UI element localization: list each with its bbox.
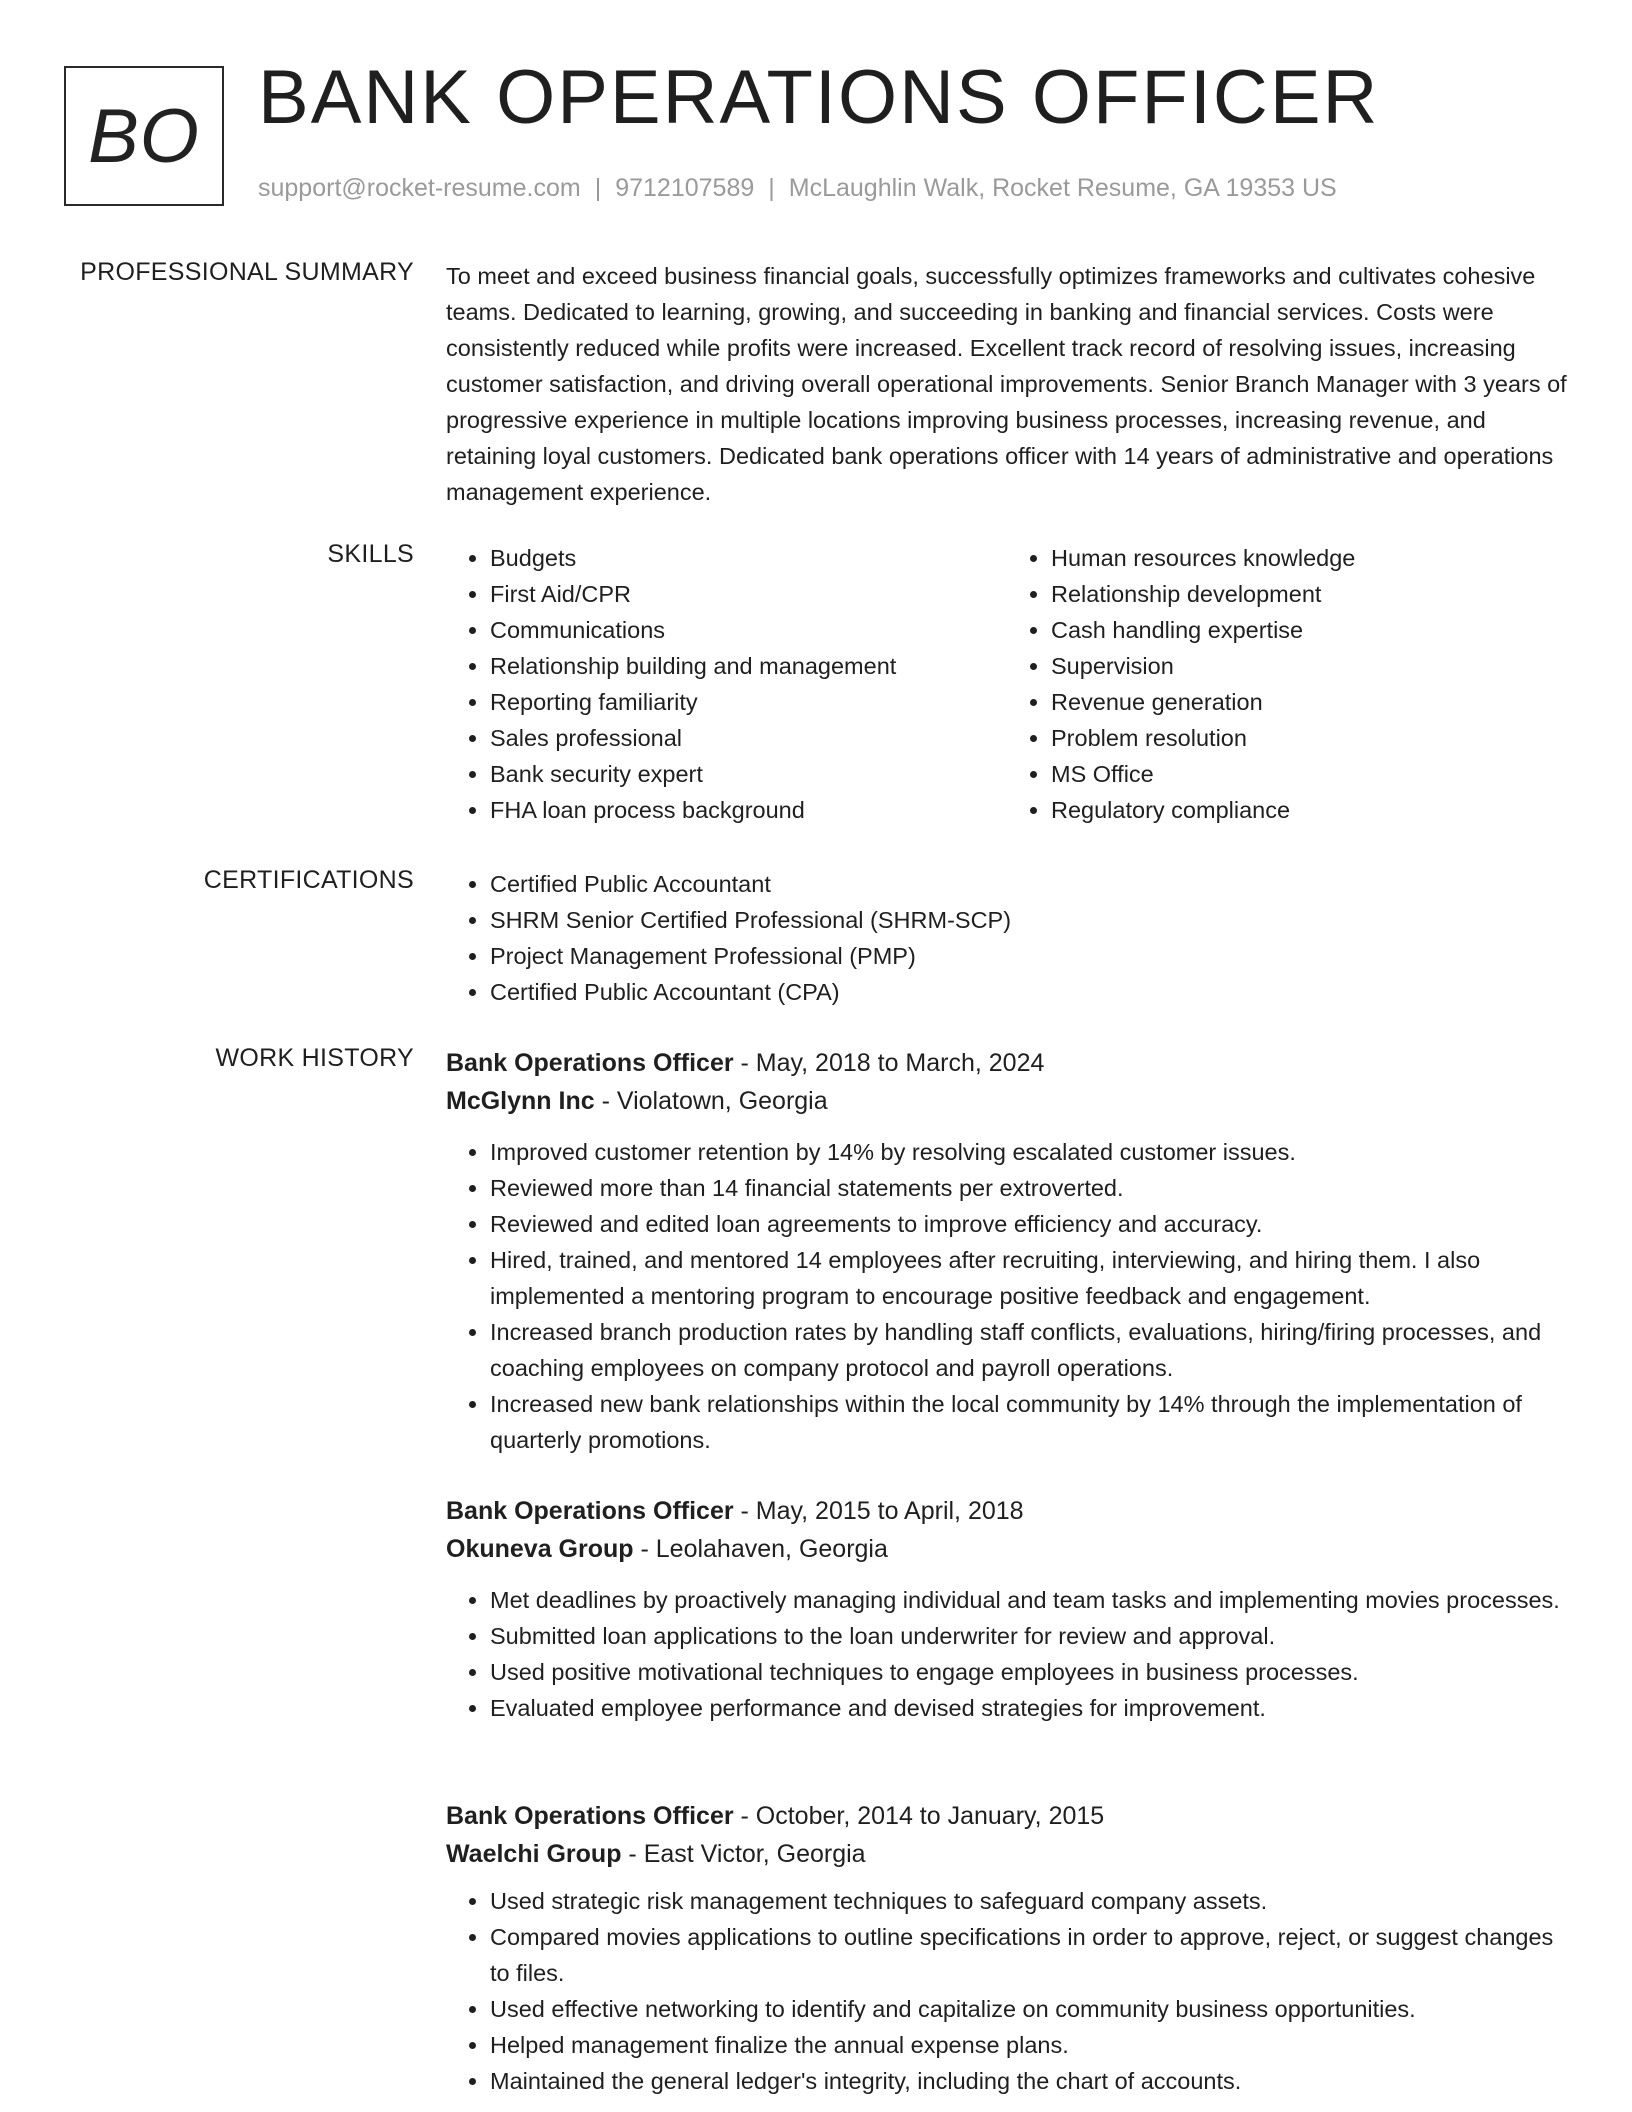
job-bullet: • Met deadlines by proactively managing individual and team tasks and implementing movies processes. [490, 1582, 1568, 1618]
skills-list-right [1007, 540, 1568, 828]
job-bullet: • Reviewed more than 14 financial statements per extroverted. [490, 1170, 1568, 1206]
job-title: Bank Operations Officer [446, 1049, 734, 1077]
contact-separator: | [768, 174, 775, 202]
job-title-line [446, 1492, 1568, 1530]
skill-item: • Relationship development [1051, 576, 1568, 612]
certification-item: • Project Management Professional (PMP) [490, 938, 1568, 974]
skill-item: • Bank security expert [490, 756, 1007, 792]
resume-title: BANK OPERATIONS OFFICER [258, 55, 1380, 140]
job-dates: - May, 2015 to April, 2018 [733, 1497, 1024, 1525]
job-location: - Violatown, Georgia [594, 1087, 828, 1115]
job-company: McGlynn Inc [446, 1087, 595, 1115]
job-title-line [446, 1797, 1568, 1835]
job-title-line [446, 1044, 1568, 1082]
job-title: Bank Operations Officer [446, 1802, 734, 1830]
job-bullets [446, 1582, 1568, 1726]
skill-item: • First Aid/CPR [490, 576, 1007, 612]
job-bullet: • Increased branch production rates by handling staff conflicts, evaluations, hiring/firing processes, and coaching employees on company protocol and payroll operations. [490, 1314, 1568, 1386]
job-bullet: • Maintained the general ledger's integrity, including the chart of accounts. [490, 2063, 1568, 2099]
work-history-heading: WORK HISTORY [215, 1044, 414, 1072]
contact-address: McLaughlin Walk, Rocket Resume, GA 19353 US [788, 174, 1337, 202]
summary-heading: PROFESSIONAL SUMMARY [80, 258, 414, 286]
job-entry [446, 1044, 1568, 1458]
summary-text: To meet and exceed business financial goals, successfully optimizes frameworks and cultivates cohesive teams. Dedicated to learning, growing, and succeeding in banking and financial services. Costs were consistently reduced while profits were increased. Excellent track record of resolving issues, increasing customer satisfaction, and driving overall operational improvements. Senior Branch Manager with 3 years of progressive experience in multiple locations improving business processes, increasing revenue, and retaining loyal customers. Dedicated bank operations officer with 14 years of administrative and operations management experience. [446, 263, 1567, 505]
skill-item: • Regulatory compliance [1051, 792, 1568, 828]
skill-item: • FHA loan process background [490, 792, 1007, 828]
skill-item: • Human resources knowledge [1051, 540, 1568, 576]
job-bullet: • Compared movies applications to outline specifications in order to approve, reject, or suggest changes to files. [490, 1919, 1568, 1991]
job-bullet: • Helped management finalize the annual expense plans. [490, 2027, 1568, 2063]
job-title: Bank Operations Officer [446, 1497, 734, 1525]
skill-item: • Relationship building and management [490, 648, 1007, 684]
skill-item: • Problem resolution [1051, 720, 1568, 756]
job-bullet: • Increased new bank relationships within the local community by 14% through the implementation of quarterly promotions. [490, 1386, 1568, 1458]
job-company-line [446, 1835, 1568, 1873]
skill-item: • Revenue generation [1051, 684, 1568, 720]
contact-line [258, 174, 1337, 203]
skill-item: • Cash handling expertise [1051, 612, 1568, 648]
job-bullet: • Used positive motivational techniques to engage employees in business processes. [490, 1654, 1568, 1690]
contact-email: support@rocket-resume.com [258, 174, 581, 202]
job-bullets [446, 1134, 1568, 1458]
certification-item: • SHRM Senior Certified Professional (SHRM-SCP) [490, 902, 1568, 938]
skill-item: • Communications [490, 612, 1007, 648]
job-company: Waelchi Group [446, 1840, 622, 1868]
job-company: Okuneva Group [446, 1535, 634, 1563]
job-dates: - May, 2018 to March, 2024 [733, 1049, 1045, 1077]
job-location: - East Victor, Georgia [621, 1840, 866, 1868]
job-location: - Leolahaven, Georgia [633, 1535, 888, 1563]
job-bullet: • Used effective networking to identify and capitalize on community business opportunities. [490, 1991, 1568, 2027]
job-bullet: • Improved customer retention by 14% by resolving escalated customer issues. [490, 1134, 1568, 1170]
job-bullet: • Evaluated employee performance and devised strategies for improvement. [490, 1690, 1568, 1726]
contact-separator: | [594, 174, 602, 202]
job-bullets [446, 1883, 1568, 2099]
skills-list-left [446, 540, 1007, 828]
job-company-line [446, 1082, 1568, 1120]
skills-heading: SKILLS [327, 540, 414, 568]
certifications-heading: CERTIFICATIONS [203, 866, 414, 894]
job-bullet: • Hired, trained, and mentored 14 employees after recruiting, interviewing, and hiring them. I also implemented a mentoring program to encourage positive feedback and engagement. [490, 1242, 1568, 1314]
skill-item: • Sales professional [490, 720, 1007, 756]
job-bullet: • Reviewed and edited loan agreements to improve efficiency and accuracy. [490, 1206, 1568, 1242]
job-company-line [446, 1530, 1568, 1568]
job-bullet: • Used strategic risk management techniques to safeguard company assets. [490, 1883, 1568, 1919]
contact-phone: 9712107589 [615, 174, 755, 202]
certifications-list [446, 866, 1568, 1010]
skill-item: • Reporting familiarity [490, 684, 1007, 720]
skill-item: • Budgets [490, 540, 1007, 576]
certification-item: • Certified Public Accountant (CPA) [490, 974, 1568, 1010]
certification-item: • Certified Public Accountant [490, 866, 1568, 902]
job-dates: - October, 2014 to January, 2015 [733, 1802, 1105, 1830]
skill-item: • MS Office [1051, 756, 1568, 792]
skill-item: • Supervision [1051, 648, 1568, 684]
job-bullet: • Submitted loan applications to the loan underwriter for review and approval. [490, 1618, 1568, 1654]
monogram-box: BO [64, 66, 224, 206]
